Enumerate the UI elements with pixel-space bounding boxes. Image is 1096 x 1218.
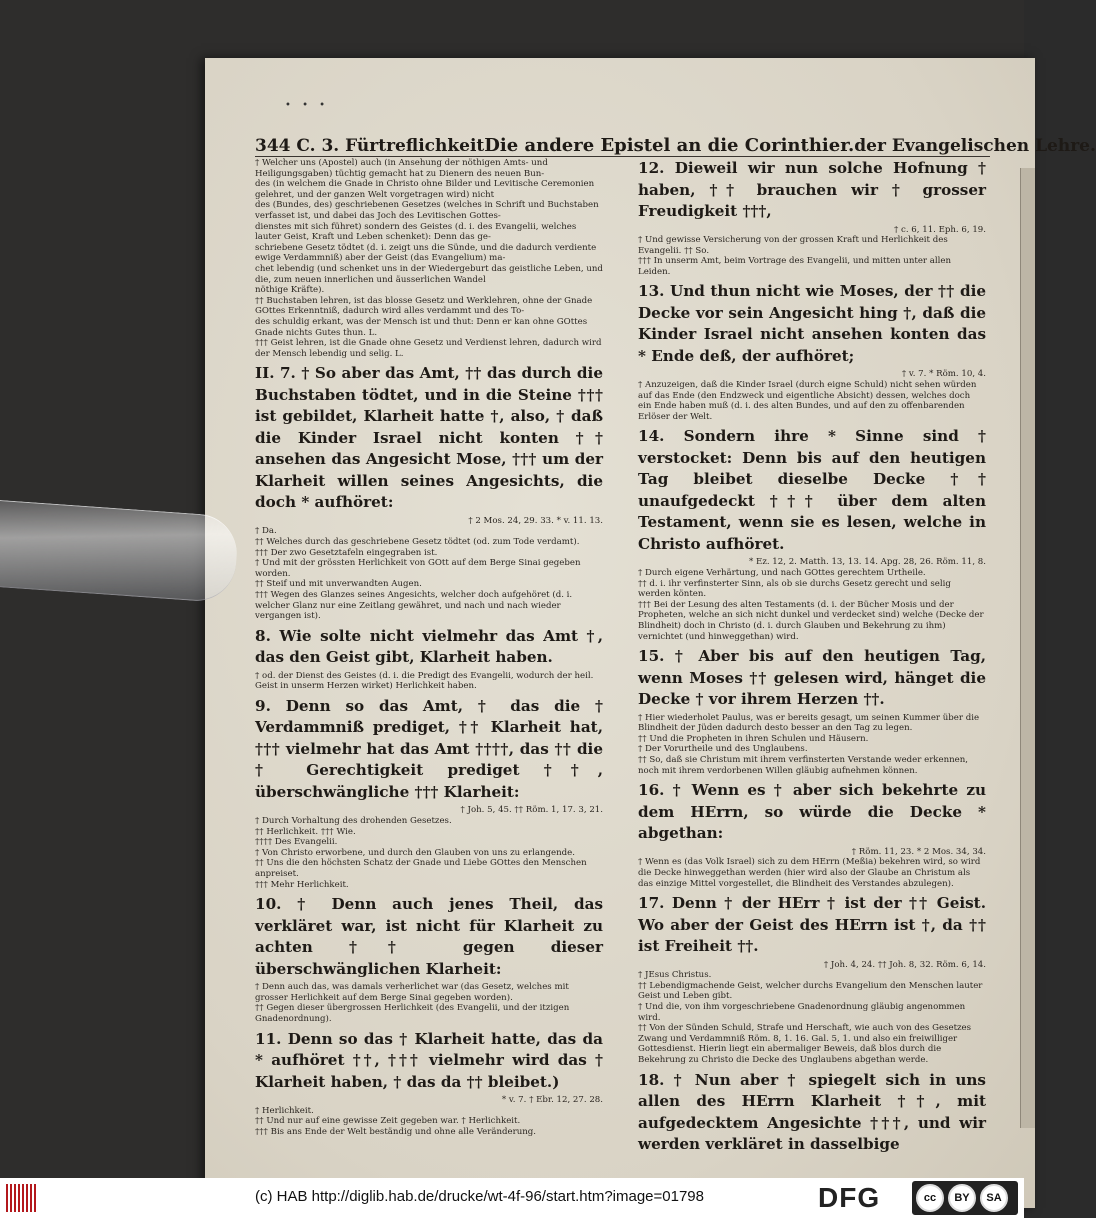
- cc-license-badge[interactable]: [912, 1181, 1018, 1215]
- footnote-line: chet lebendig (und schenket uns in der Wiedergeburt das geistliche Leben, und die, zum neuen innerlichen und äusserlichen Wandel: [255, 263, 603, 285]
- cross-references: † Joh. 4, 24. †† Joh. 8, 32. Röm. 6, 14.: [823, 959, 986, 970]
- footnote-block: [638, 380, 986, 422]
- footnote-block: [255, 526, 603, 621]
- running-header: [255, 132, 1096, 157]
- dfg-logo: DFG: [818, 1182, 881, 1213]
- footnote-line: † Wenn es (das Volk Israel) sich zu dem HErrn (Meßia) bekehren wird, so wird die Decke hinweggethan werden (hier wird also der Glaube an Christum als das einzige Mittel vorgestellet, die Blindheit des Verstandes abzulegen).: [638, 857, 981, 889]
- footnote-block: [638, 857, 986, 889]
- footnote-line: nöthige Kräfte).: [255, 285, 325, 296]
- footnote-line: † Und mit der grössten Herlichkeit von GOtt auf dem Berge Sinai gegeben worden.: [255, 558, 581, 579]
- verse-text: II. 7. † So aber das Amt, †† das durch die Buchstaben tödtet, und in die Steine ††† ist gebildet, Klarheit hatte †, also, † daß die Kinder Israel nicht konten †† ansehen das Angesicht Mose, ††† um der Klarheit willen seines Angesichts, die doch * aufhöret:: [255, 364, 603, 512]
- footnote-line: ††† Geist lehren, ist die Gnade ohne Gesetz und Verdienst lehren, dadurch wird der Mensch lebendig und selig. L.: [255, 338, 602, 359]
- footnote-line: †† Buchstaben lehren, ist das blosse Gesetz und Werklehren, ohne der Gnade GOttes Erkenntniß, dadurch wird alles verdammt und des To-: [255, 295, 593, 317]
- footnote-line: †† Und die Propheten in ihren Schulen und Häusern.: [638, 733, 869, 744]
- footnote-block: [638, 970, 986, 1065]
- cc-icon: cc: [916, 1184, 944, 1212]
- verse-text: 15. † Aber bis auf den heutigen Tag, wenn Moses †† gelesen wird, hänget die Decke † vor ihrem Herzen ††.: [638, 647, 986, 709]
- footnote-line: des (in welchem die Gnade in Christo ohne Bilder und Levitische Ceremonien gelehret, und der ganzen Welt vorgetragen wird) nicht: [255, 179, 595, 200]
- book-page: [205, 58, 1096, 1208]
- footnote-line: † Der Vorurtheile und des Unglaubens.: [638, 744, 808, 755]
- footnote-line: † Denn auch das, was damals verherlichet war (das Gesetz, welches mit grosser Herlichkeit auf dem Berge Sinai gegeben worden).: [255, 982, 569, 1003]
- cross-references: † Joh. 5, 45. †† Röm. 1, 17. 3, 21.: [460, 805, 603, 816]
- cross-references: † v. 7. * Röm. 10, 4.: [901, 369, 986, 380]
- footnote-line: ††† Der zwo Gesetztafeln eingegraben ist.: [255, 547, 438, 558]
- footnote-block: [638, 568, 986, 642]
- footnote-block: [255, 158, 603, 359]
- footnote-block: [255, 1106, 603, 1138]
- footnote-line: des (Bundes, des) geschriebenen Gesetzes (welches in Schrift und Buchstaben verfasset ist, und dabei das Joch des Levitischen Gottes-: [255, 200, 599, 221]
- footnote-line: † Und die, von ihm vorgeschriebene Gnadenordnung gläubig angenommen wird.: [638, 1002, 966, 1023]
- footnote-line: ††† Bis ans Ende der Welt beständig und ohne alle Veränderung.: [255, 1126, 536, 1137]
- footnote-line: † Anzuzeigen, daß die Kinder Israel (durch eigne Schuld) nicht sehen würden auf das Ende (den Endzweck und eigentliche Absicht) dessen, welches doch ein Ende haben muß (d. i. des alten Bundes, und auf den zu offenbarenden Erlöser der Welt.: [638, 380, 977, 422]
- footnote-line: †† Lebendigmachende Geist, welcher durchs Evangelium den Menschen lauter Geist und Leben gibt.: [638, 980, 983, 1002]
- footnote-line: †† Steif und mit unverwandten Augen.: [255, 579, 422, 590]
- footnote-line: †† So, daß sie Christum mit ihrem verfinsterten Verstande weder erkennen, noch mit ihrem verdorbenen Willen gläubig aufnehmen können.: [638, 755, 969, 776]
- header-left: 344 C. 3. Fürtreflichkeit: [255, 136, 485, 156]
- footnote-line: †† Herlichkeit. ††† Wie.: [255, 826, 356, 837]
- footnote-line: schriebene Gesetz tödtet (d. i. zeigt uns die Sünde, und die dadurch verdiente ewige Verdammniß) aber der Geist (das Evangelium) ma-: [255, 242, 597, 264]
- footnote-line: † Von Christo erworbene, und durch den Glauben von uns zu erlangende.: [255, 847, 575, 858]
- footnote-line: † od. der Dienst des Geistes (d. i. die Predigt des Evangelii, wodurch der heil. Geist in unserm Herzen wirket) Herlichkeit haben.: [255, 670, 594, 692]
- footnote-line: ††† Bei der Lesung des alten Testaments (d. i. der Bücher Mosis und der Propheten, welche an sich nicht dunkel und verdecket sind) welche (Decke der Blindheit) doch in Christo (d. i. durch Glauben und Bekehrung zu ihm) vernichtet (und hinweggethan) wird.: [638, 599, 984, 642]
- footnote-block: [255, 671, 603, 692]
- cross-references: * v. 7. † Ebr. 12, 27. 28.: [501, 1095, 603, 1106]
- hab-logo-icon: [6, 1184, 36, 1212]
- footnote-line: †† d. i. ihr verfinsterter Sinn, als ob sie durchs Gesetz gerecht und selig werden könten.: [638, 578, 951, 600]
- footnote-line: † Welcher uns (Apostel) auch (in Ansehung der nöthigen Amts- und Heiligungsgaben) tüchtig gemacht hat zu Dienern des neuen Bun-: [255, 158, 548, 179]
- verse-text: 10. † Denn auch jenes Theil, das verkläret war, ist nicht für Klarheit zu achten †† gegen dieser überschwänglichen Klarheit:: [255, 895, 603, 978]
- footnote-line: † Durch Vorhaltung des drohenden Gesetzes.: [255, 816, 452, 826]
- footnote-line: † Durch eigene Verhärtung, und nach GOttes gerechtem Urtheile.: [638, 568, 926, 579]
- left-column: [255, 158, 603, 1141]
- footnote-block: [638, 713, 986, 777]
- verse-text: 13. Und thun nicht wie Moses, der †† die Decke vor sein Angesicht hing †, daß die Kinder Israel nicht ansehen konten das * Ende deß, der aufhöret;: [638, 282, 986, 365]
- sa-icon: SA: [980, 1184, 1008, 1212]
- right-column: [638, 158, 986, 1158]
- verse-text: 14. Sondern ihre * Sinne sind † verstocket: Denn bis auf den heutigen Tag bleibet dieselbe Decke †† unaufgedeckt ††† über dem alten Testament, wenn sie es lesen, welche in Christo aufhöret.: [638, 427, 986, 553]
- footnote-line: ††† Wegen des Glanzes seines Angesichts, welcher doch aufgehöret (d. i. welcher Glanz nur eine Zeitlang gewähret, und nach und nach wieder vergangen ist).: [255, 589, 573, 622]
- verse-text: 18. † Nun aber † spiegelt sich in uns allen des HErrn Klarheit ††, mit aufgedecktem Angesichte †††, und wir werden verkläret in dasselbige: [638, 1070, 986, 1154]
- cross-references: * Ez. 12, 2. Matth. 13, 13. 14. Apg. 28, 26. Röm. 11, 8.: [749, 557, 986, 568]
- footnote-line: † Herlichkeit.: [255, 1105, 314, 1116]
- verse-text: 8. Wie solte nicht vielmehr das Amt †, das den Geist gibt, Klarheit haben.: [255, 626, 603, 667]
- footnote-block: [255, 816, 603, 890]
- footnote-line: dienstes mit sich führet) sondern des Geistes (d. i. des Evangelii, welches lauter Geist, Kraft und Leben schenket): Denn das ge-: [255, 221, 577, 243]
- source-link[interactable]: (c) HAB http://diglib.hab.de/drucke/wt-4f-96/start.htm?image=01798: [255, 1188, 704, 1205]
- footnote-line: des schuldig erkant, was der Mensch ist und thut: Denn er kan ohne GOttes Gnade nichts Gutes thun. L.: [255, 316, 588, 338]
- adjacent-page-edge: [1020, 168, 1035, 1128]
- footnote-line: † JEsus Christus.: [638, 970, 712, 981]
- footnote-line: † Hier wiederholet Paulus, was er bereits gesagt, um seinen Kummer über die Blindheit der Jüden dadurch desto besser an den Tag zu legen.: [638, 712, 980, 734]
- glass-ruler: [0, 500, 239, 604]
- footnote-line: †† Von der Sünden Schuld, Strafe und Herschaft, wie auch von des Gesetzes Zwang und Verdammniß Röm. 8, 1. 16. Gal. 5, 1. und also ein freiwilliger Gottesdienst. Hierin liegt ein abermaliger Beweis, daß blos durch die Bekehrung zu Christo die Decke des Unglaubens abgethan werde.: [638, 1023, 972, 1065]
- header-right: der Evangelischen Lehre.: [854, 136, 1096, 156]
- footnote-block: [255, 982, 603, 1024]
- footnote-line: †††† Des Evangelii.: [255, 837, 338, 848]
- ornament-dots: • • •: [285, 100, 330, 111]
- cross-references: † 2 Mos. 24, 29. 33. * v. 11. 13.: [468, 515, 603, 526]
- cross-references: † Röm. 11, 23. * 2 Mos. 34, 34.: [851, 846, 986, 857]
- footnote-line: †† Und nur auf eine gewisse Zeit gegeben war. † Herlichkeit.: [255, 1116, 521, 1127]
- footnote-line: †† Uns die den höchsten Schatz der Gnade und Liebe GOttes den Menschen anpreiset.: [255, 858, 587, 879]
- footnote-line: †† Gegen dieser übergrossen Herlichkeit (des Evangelii, und der itzigen Gnadenordnung).: [255, 1003, 570, 1024]
- verse-text: 11. Denn so das † Klarheit hatte, das da * aufhöret ††, ††† vielmehr wird das † Klarheit haben, † das da †† bleibet.): [255, 1029, 603, 1091]
- cross-references: † c. 6, 11. Eph. 6, 19.: [893, 224, 986, 235]
- footer-bar: [0, 1178, 1024, 1218]
- header-title: Die andere Epistel an die Corinthier.: [484, 135, 855, 156]
- footnote-line: † Und gewisse Versicherung von der grossen Kraft und Herlichkeit des Evangelii. †† So.: [638, 235, 948, 256]
- footnote-line: ††† In unserm Amt, beim Vortrage des Evangelii, und mitten unter allen Leiden.: [638, 256, 951, 277]
- verse-text: 12. Dieweil wir nun solche Hofnung † haben, †† brauchen wir † grosser Freudigkeit †††,: [638, 159, 986, 220]
- footnote-line: † Da.: [255, 526, 277, 537]
- footnote-line: ††† Mehr Herlichkeit.: [255, 879, 349, 890]
- verse-text: 9. Denn so das Amt, † das die † Verdammniß prediget, †† Klarheit hat, ††† vielmehr hat das Amt ††††, das †† die † Gerechtigkeit prediget ††, überschwängliche ††† Klarheit:: [255, 696, 603, 801]
- by-icon: BY: [948, 1184, 976, 1212]
- footnote-line: †† Welches durch das geschriebene Gesetz tödtet (od. zum Tode verdamt).: [255, 536, 580, 547]
- verse-text: 17. Denn † der HErr † ist der †† Geist. Wo aber der Geist des HErrn ist †, da †† ist Freiheit ††.: [638, 894, 986, 956]
- verse-text: 16. † Wenn es † aber sich bekehrte zu dem HErrn, so würde die Decke * abgethan:: [638, 781, 986, 843]
- footnote-block: [638, 235, 986, 277]
